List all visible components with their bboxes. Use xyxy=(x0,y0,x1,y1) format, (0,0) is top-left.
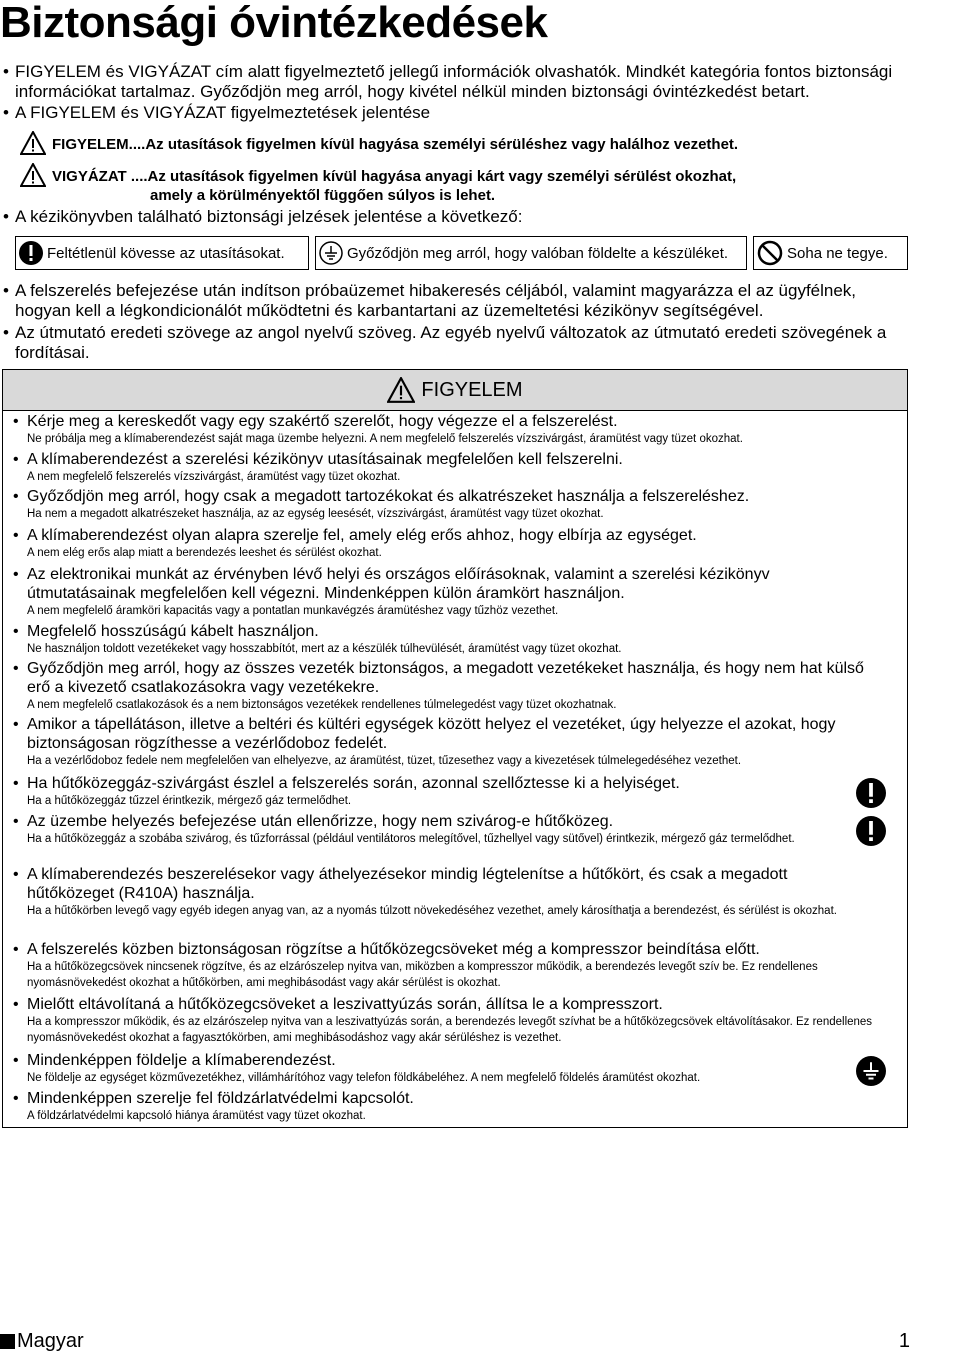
warning-item: • Amikor a tápellátáson, illetve a beltéri és kültéri egységek között helyez el vezetéket, úgy helyezze el azokat, hogy biztonságosan rögzíthesse a vezérlődoboz fedelét. Ha a vezérlődoboz fedele nem megfelelően van elhelyezve, az áramütést, tüzet, tűzesethez vagy a kivezetések túlmelegedéséhez vezethet. xyxy=(13,716,836,767)
symbol-legend xyxy=(15,236,908,272)
footer-language: Magyar xyxy=(0,1330,84,1353)
prohibition-icon xyxy=(757,240,783,266)
warning-item: • Győződjön meg arról, hogy az összes vezeték biztonságos, a megadott vezetékeket használja, és hogy nem hat külső erő a kivezető csatlakozásokra vagy vezetékekre. A nem megfelelő csatlakozások és a nem biztonságos vezetékek rendellenes túlmelegedést vagy tüzet okozhatnak. xyxy=(13,660,864,711)
warning-triangle-icon xyxy=(20,131,46,155)
ground-icon xyxy=(856,1056,886,1086)
warning-definition: FIGYELEM....Az utasítások figyelmen kívül hagyása személyi sérüléshez vagy halálhoz vezethet. xyxy=(20,131,900,155)
intro-bullet-1: • FIGYELEM és VIGYÁZAT cím alatt figyelmeztető jellegű információk olvashatók. Mindkét kategória fontos biztonsági információkat tartalmaz. Győződjön meg arról, hogy kivétel nélkül minden biztonsági óvintézkedést betart. xyxy=(3,62,893,101)
symbols-intro: • A kézikönyvben található biztonsági jelzések jelentése a következő: xyxy=(3,207,523,226)
note-bullet-1: • A felszerelés befejezése után indítson próbaüzemet hibakeresés céljából, valamint magyarázza el az ügyfélnek, hogyan kell a légkondicionálót működtetni és karbantartani az üzemeltetési kézikönyv segítségével. xyxy=(3,281,857,320)
warning-triangle-icon xyxy=(387,377,415,403)
caution-definition: VIGYÁZAT ....Az utasítások figyelmen kívül hagyása anyagi kárt vagy személyi sérülést okozhat, amely a körülményektől függően súlyos is lehet. xyxy=(20,163,900,205)
caution-triangle-icon xyxy=(20,163,46,187)
square-bullet-icon xyxy=(0,1334,15,1349)
warning-item: • Mindenképpen szerelje fel földzárlatvédelmi kapcsolót. A földzárlatvédelmi kapcsoló hiánya áramütést vagy tüzet okozhat. xyxy=(13,1090,414,1122)
warning-item: • A klímaberendezés beszerelésekor vagy áthelyezésekor mindig légtelenítse a hűtőkört, és csak a megadott hűtőközeget (R410A) használja. Ha a hűtőkörben levegő vagy egyéb idegen anyag van, az a nyomás túlzott növekedéséhez vezethet, amely károsíthatja a berendezést, és sérülést is okozhat. xyxy=(13,866,837,917)
warning-item: • Győződjön meg arról, hogy csak a megadott tartozékokat és alkatrészeket használja a felszereléshez. Ha nem a megadott alkatrészeket használja, az az egység leesését, vízszivárgást, áramütést vagy tüzet okozhat. xyxy=(13,488,750,520)
warning-item: • Ha hűtőközeggáz-szivárgást észlel a felszerelés során, azonnal szellőztesse ki a helyiséget. Ha a hűtőközeggáz tűzzel érintkezik, mérgező gáz termelődhet. xyxy=(13,775,680,807)
warning-item: • A klímaberendezést a szerelési kézikönyv utasításainak megfelelően kell felszerelni. A nem megfelelő felszerelés vízszivárgást, áramütést vagy tüzet okozhat. xyxy=(13,451,623,483)
warning-item: • Az elektronikai munkát az érvényben lévő helyi és országos előírásoknak, valamint a szerelési kézikönyv útmutatásainak megfelelően kell végezni. Mindenképpen külön áramkört használjon. A nem megfelelő áramköri kapacitás vagy a pontatlan munkavégzés áramütéshez vagy tűzhöz vezethet. xyxy=(13,566,770,617)
warning-item: • A felszerelés közben biztonságosan rögzítse a hűtőközegcsöveket még a kompresszor beindítása előtt. Ha a hűtőközegcsövek nincsenek rögzítve, és az elzárószelep nyitva van, miközben a kompresszor működik, a berendezés levegőt szív be. Ez rendellenes nyomásnövekedést okozhat a hűtőkörben, ami meghibásodást vagy akár sérülést is okozhat. xyxy=(13,941,818,989)
page-title: Biztonsági óvintézkedések xyxy=(0,0,548,47)
symbol-never: Soha ne tegye. xyxy=(753,236,908,270)
warning-item: • Kérje meg a kereskedőt vagy egy szakértő szerelőt, hogy végezze el a felszerelést. Ne próbálja meg a klímaberendezést saját maga üzembe helyezni. A nem megfelelő felszerelés vízszivárgást, áramütést vagy tüzet okozhat. xyxy=(13,413,743,445)
page-number: 1 xyxy=(898,1330,910,1352)
warning-box-header: FIGYELEM xyxy=(3,370,907,411)
ground-icon xyxy=(319,241,343,265)
warning-item: • A klímaberendezést olyan alapra szerelje fel, amely elég erős ahhoz, hogy elbírja az egységet. A nem elég erős alap miatt a berendezés leeshet és sérülést okozhat. xyxy=(13,527,697,559)
note-bullet-2: • Az útmutató eredeti szövege az angol nyelvű szöveg. Az egyéb nyelvű változatok az útmutató eredeti szövegének a fordításai. xyxy=(3,323,887,362)
warning-item: • Mindenképpen földelje a klímaberendezést. Ne földelje az egységet közművezetékhez, villámhárítóhoz vagy telefon földkábeléhez. A nem megfelelő földelés áramütést okozhat. xyxy=(13,1052,701,1084)
symbol-must: Feltétlenül kövesse az utasításokat. xyxy=(15,236,309,270)
warning-box xyxy=(2,369,908,1128)
warning-item: • Megfelelő hosszúságú kábelt használjon. Ne használjon toldott vezetékeket vagy hosszabbítót, mert az a készülék túlhevülését, áramütést vagy tüzet okozhat. xyxy=(13,623,622,655)
symbol-ground: Győződjön meg arról, hogy valóban földelte a készüléket. xyxy=(315,236,747,270)
exclamation-circle-icon xyxy=(19,241,43,265)
warning-item: • Az üzembe helyezés befejezése után ellenőrizze, hogy nem szivárog-e hűtőközeg. Ha a hűtőközeggáz a szobába szivárog, és tűzforrással (például ventilátoros melegítővel, tűzhellyel vagy sütővel) érintkezik, mérgező gáz termelődhet. xyxy=(13,813,795,845)
warning-item: • Mielőtt eltávolítaná a hűtőközegcsöveket a leszivattyúzás során, állítsa le a kompresszort. Ha a kompresszor működik, és az elzárószelep nyitva van a leszivattyúzás során, a berendezés levegőt szívhat be a hűtőközegcsövek eltávolításakor. Ez rendellenes nyomásnövekedést okozhat a fagyasztókörben, ami meghibásodáshoz vagy akár sérüléshez is vezethet. xyxy=(13,996,873,1044)
exclamation-circle-icon xyxy=(856,816,886,846)
intro-bullet-2: • A FIGYELEM és VIGYÁZAT figyelmeztetések jelentése xyxy=(3,103,431,122)
exclamation-circle-icon xyxy=(856,778,886,808)
